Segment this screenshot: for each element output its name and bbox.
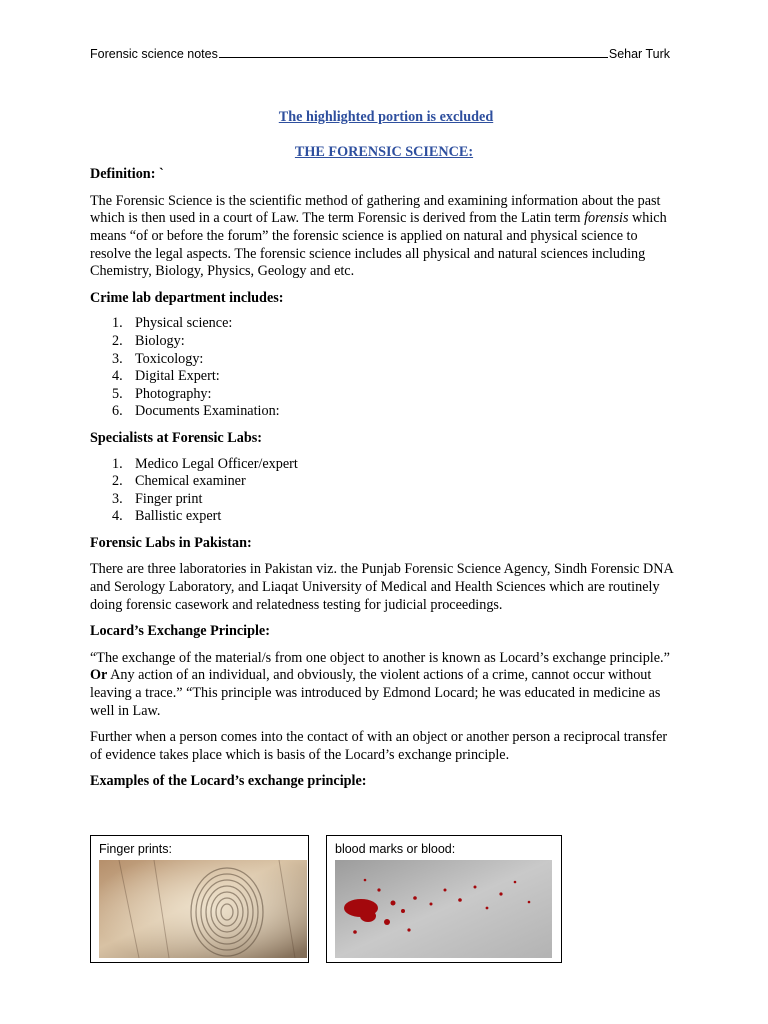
specialists-list — [90, 456, 678, 526]
header-rule — [219, 57, 608, 58]
labs-pakistan-paragraph: There are three laboratories in Pakistan viz. the Punjab Forensic Science Agency, Sindh Forensic DNA and Serology Laboratory, and Liaqat University of Medical and Health Sciences which are routinely doing forensic casework and relatedness testing for judicial proceedings. — [90, 561, 673, 613]
blood-image — [335, 860, 552, 958]
list-item: 1. Medico Legal Officer/expert — [112, 455, 298, 472]
fingerprint-caption: Finger prints: — [99, 842, 172, 856]
or-word: Or — [90, 667, 108, 684]
document-body — [90, 109, 678, 791]
locard-heading: Locard’s Exchange Principle: — [90, 623, 270, 640]
definition-heading: Definition: ` — [90, 166, 164, 183]
latin-term: forensis — [584, 210, 629, 227]
crime-lab-heading: Crime lab department includes: — [90, 289, 284, 306]
list-item: 6. Documents Examination: — [112, 403, 280, 420]
blood-caption: blood marks or blood: — [335, 842, 456, 856]
page-header — [90, 47, 670, 61]
main-title: THE FORENSIC SCIENCE: — [294, 143, 474, 160]
list-item: 3. Finger print — [112, 490, 203, 507]
locard-further-paragraph: Further when a person comes into the contact of with an object or another person a reciprocal transfer of evidence takes place which is basis of the Locard’s exchange principle. — [90, 729, 668, 763]
header-title: Forensic science notes — [90, 47, 218, 61]
blood-example-box — [326, 835, 562, 963]
list-item: 2. Biology: — [112, 332, 185, 349]
examples-heading: Examples of the Locard’s exchange principle: — [90, 773, 367, 790]
header-author: Sehar Turk — [608, 47, 670, 61]
list-item: 5. Photography: — [112, 385, 212, 402]
excluded-notice: The highlighted portion is excluded — [278, 109, 494, 125]
crime-lab-list — [90, 315, 678, 421]
definition-paragraph: The Forensic Science is the scientific method of gathering and examining information about the past which is then used in a court of Law. The term Forensic is derived from the Latin term forensis which means “of or before the forum” the forensic science is applied on natural and physical science to resolve the legal aspects. The forensic science includes all physical and natural sciences including Chemistry, Biology, Physics, Geology and etc. — [90, 192, 667, 280]
locard-quote-paragraph: “The exchange of the material/s from one object to another is known as Locard’s exchange principle.” Or Any action of an individual, and obviously, the violent actions of a crime, cannot occur without leaving a trace.” “This principle was introduced by Edmond Locard; he was educated in medicine as well in Law. — [90, 649, 670, 719]
examples-figures — [90, 835, 562, 963]
list-item: 4. Digital Expert: — [112, 368, 220, 385]
fingerprint-image — [99, 860, 307, 958]
list-item: 4. Ballistic expert — [112, 508, 222, 525]
labs-pakistan-heading: Forensic Labs in Pakistan: — [90, 534, 252, 551]
list-item: 2. Chemical examiner — [112, 473, 246, 490]
list-item: 3. Toxicology: — [112, 350, 204, 367]
fingerprint-example-box — [90, 835, 309, 963]
list-item: 1. Physical science: — [112, 315, 233, 332]
specialists-heading: Specialists at Forensic Labs: — [90, 429, 262, 446]
